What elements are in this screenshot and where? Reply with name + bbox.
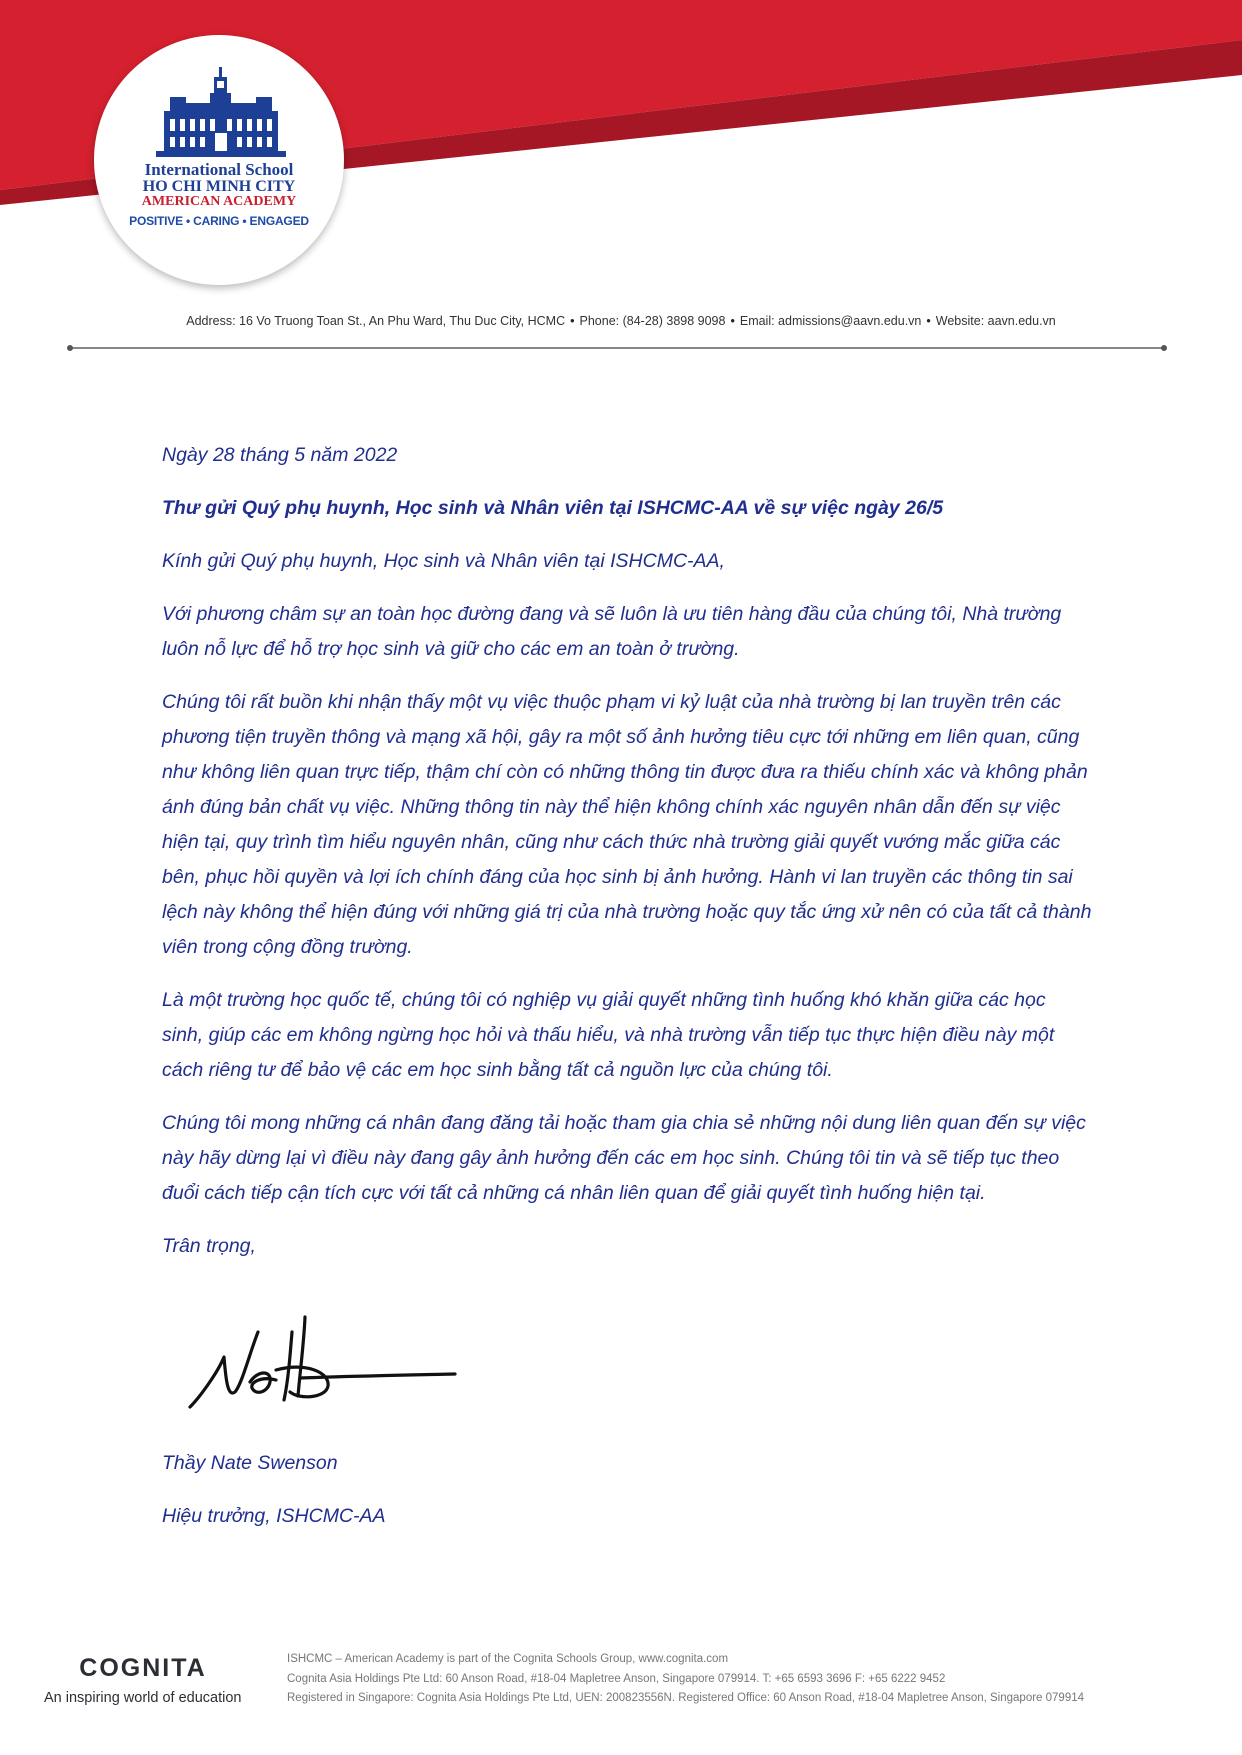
letter-greeting: Kính gửi Quý phụ huynh, Học sinh và Nhân viên tại ISHCMC-AA,: [162, 550, 725, 572]
bullet-separator: •: [926, 314, 931, 328]
logo-slogan: POSITIVE • CARING • ENGAGED: [129, 214, 309, 228]
footer-line: ISHCMC – American Academy is part of the Cognita Schools Group, www.cognita.com: [287, 1653, 729, 1665]
city-hall-building-icon: [156, 67, 286, 159]
letter-paragraph: Là một trường học quốc tế, chúng tôi có nghiệp vụ giải quyết những tình huống khó khăn giữa các học sinh, giúp các em không ngừng học hỏi và thấu hiểu, và nhà trường vẫn tiếp tục thực hiện điều này một cách riêng tư để bảo vệ các em học sinh bằng tất cả nguồn lực của chúng tôi.: [162, 989, 1055, 1081]
letter-paragraph: Chúng tôi mong những cá nhân đang đăng tải hoặc tham gia chia sẻ những nội dung liên quan đến sự việc này hãy dừng lại vì điều này đang gây ảnh hưởng đến các em học sinh. Chúng tôi tin và sẽ tiếp tục theo đuổi cách tiếp cận tích cực với tất cả những cá nhân liên quan để giải quyết tình huống hiện tại.: [162, 1112, 1086, 1204]
letter-date: Ngày 28 tháng 5 năm 2022: [162, 444, 398, 466]
contact-address: Address: 16 Vo Truong Toan St., An Phu Ward, Thu Duc City, HCMC: [186, 314, 566, 328]
header-divider: [70, 347, 1164, 349]
letter-title: Thư gửi Quý phụ huynh, Học sinh và Nhân viên tại ISHCMC-AA về sự việc ngày 26/5: [162, 497, 944, 519]
cognita-tagline: An inspiring world of education: [44, 1690, 242, 1706]
letter-paragraph: Với phương châm sự an toàn học đường đang và sẽ luôn là ưu tiên hàng đầu của chúng tôi, Nhà trường luôn nỗ lực để hỗ trợ học sinh và giữ cho các em an toàn ở trường.: [162, 603, 1062, 660]
bullet-separator: •: [570, 314, 575, 328]
footer-line: Cognita Asia Holdings Pte Ltd: 60 Anson Road, #18-04 Mapletree Anson, Singapore 079914. T: +65 6593 3696 F: +65 6222 9452: [287, 1672, 946, 1685]
footer-legal-text: [287, 1650, 1084, 1709]
contact-email[interactable]: Email: admissions@aavn.edu.vn: [739, 314, 922, 328]
contact-phone: Phone: (84-28) 3898 9098: [579, 314, 726, 328]
bullet-separator: •: [730, 314, 735, 328]
logo-line-2: HO CHI MINH CITY: [142, 178, 296, 195]
handwritten-signature: [180, 1312, 470, 1422]
letter-closing: Trân trọng,: [162, 1235, 256, 1257]
logo-line-1: International School: [144, 160, 294, 179]
school-logo: [94, 35, 344, 285]
letter-paragraph: Chúng tôi rất buồn khi nhận thấy một vụ việc thuộc phạm vi kỷ luật của nhà trường bị lan truyền trên các phương tiện truyền thông và mạng xã hội, gây ra một số ảnh hưởng tiêu cực tới những em liên quan, cũng như không liên quan trực tiếp, thậm chí còn có những thông tin được đưa ra thiếu chính xác và không phản ánh đúng bản chất vụ việc. Những thông tin này thể hiện không chính xác nguyên nhân dẫn đến sự việc hiện tại, quy trình tìm hiểu nguyên nhân, cũng như cách thức nhà trường giải quyết vướng mắc giữa các bên, phục hồi quyền và lợi ích chính đáng của học sinh bị ảnh hưởng. Hành vi lan truyền các thông tin sai lệch này không thể hiện đúng với những giá trị của nhà trường hoặc quy tắc ứng xử nên có của tất cả thành viên trong cộng đồng trường.: [162, 691, 1092, 958]
contact-info: [0, 314, 1242, 328]
cognita-logo: COGNITA: [79, 1654, 207, 1682]
signer-title: Hiệu trưởng, ISHCMC-AA: [162, 1505, 386, 1527]
logo-line-3: AMERICAN ACADEMY: [141, 194, 297, 209]
contact-website[interactable]: Website: aavn.edu.vn: [935, 314, 1056, 328]
footer-line: Registered in Singapore: Cognita Asia Holdings Pte Ltd, UEN: 200823556N. Registered Office: 60 Anson Road, #18-04 Mapletree Anson, Singapore 079914: [287, 1692, 1085, 1704]
signer-name: Thầy Nate Swenson: [162, 1452, 338, 1474]
letter-body: [162, 438, 1092, 1282]
